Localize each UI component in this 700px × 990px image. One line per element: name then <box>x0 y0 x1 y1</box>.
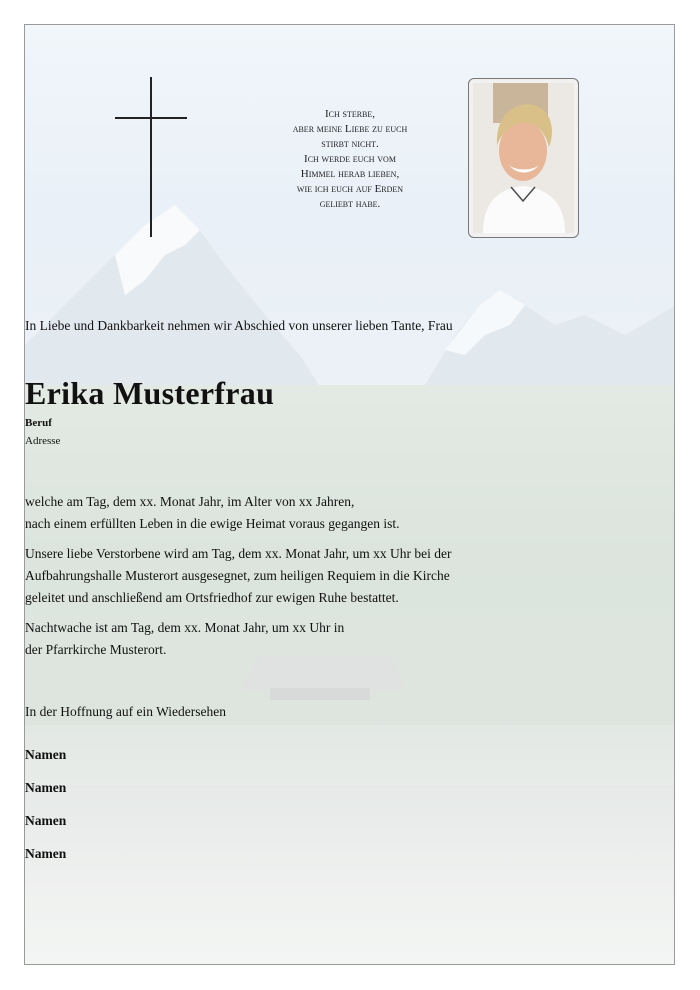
intro-text: In Liebe und Dankbarkeit nehmen wir Abschied von unserer lieben Tante, Frau <box>25 318 453 333</box>
deceased-name: Erika Musterfrau <box>25 375 275 411</box>
cross-icon <box>115 77 187 237</box>
portrait-photo <box>468 78 579 238</box>
mourner-name: Namen <box>25 813 67 828</box>
funeral-details <box>25 543 675 609</box>
poem-line: wie ich euch auf Erden <box>296 183 404 195</box>
poem-line: aber meine Liebe zu euch <box>292 123 408 135</box>
portrait-illustration <box>473 83 574 233</box>
mourners-list <box>25 745 675 877</box>
mourner-name: Namen <box>25 780 67 795</box>
paragraph-line: Aufbahrungshalle Musterort ausgesegnet, zum heiligen Requiem in die Kirche <box>25 568 450 583</box>
paragraph-line: geleitet und anschließend am Ortsfriedhof zur ewigen Ruhe bestattet. <box>25 590 399 605</box>
paragraph-line: Nachtwache ist am Tag, dem xx. Monat Jahr, um xx Uhr in <box>25 620 345 635</box>
paragraph-line: der Pfarrkirche Musterort. <box>25 642 167 657</box>
paragraph-line: Unsere liebe Verstorbene wird am Tag, dem xx. Monat Jahr, um xx Uhr bei der <box>25 546 452 561</box>
mourner-name: Namen <box>25 846 67 861</box>
mourner-name: Namen <box>25 747 67 762</box>
paragraph-line: welche am Tag, dem xx. Monat Jahr, im Alter von xx Jahren, <box>25 494 355 509</box>
poem-line: Ich sterbe, <box>324 108 376 120</box>
poem-line: Ich werde euch vom <box>304 153 396 165</box>
deceased-address: Adresse <box>25 435 61 447</box>
poem-line: Himmel herab lieben, <box>300 168 400 180</box>
poem-line: stirbt nicht. <box>321 138 379 150</box>
poem-line: geliebt habe. <box>319 198 381 210</box>
deceased-profession: Beruf <box>25 417 52 429</box>
closing-text: In der Hoffnung auf ein Wiedersehen <box>25 704 227 719</box>
wake-details <box>25 617 675 661</box>
death-announcement <box>25 491 675 535</box>
obituary-card <box>24 24 675 965</box>
poem <box>240 107 460 212</box>
paragraph-line: nach einem erfüllten Leben in die ewige Heimat voraus gegangen ist. <box>25 516 400 531</box>
